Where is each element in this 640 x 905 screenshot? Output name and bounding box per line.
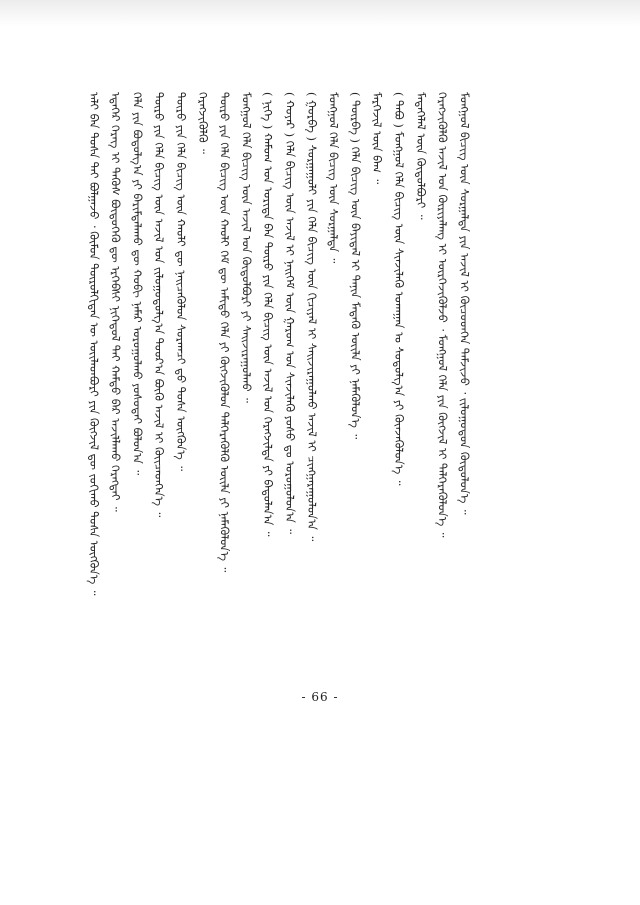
text-line: ᠮᠡᠷᠭᠡᠵᠢᠯ ᠦᠨ ᠪᠠᠭ ᠃ [370, 92, 385, 185]
page-number: - 66 - [301, 690, 339, 704]
text-line: ᠬᠡᠷᠡᠭᠵᠢᠭᠦᠯᠬᠦ ᠠᠵᠢᠯ ᠤᠨ ᠬᠦᠷᠢᠶᠡᠯᠡᠩ ᠢ ᠥᠷᠭᠡᠵᠢᠭᠦᠯᠵᠦ ᠂ ᠮᠣᠩᠭᠣᠯ ᠬᠡᠯᠡ ᠶᠢᠨ ᠬᠥᠭᠵᠢᠯ ᠢ ᠲᠡᠯᠭᠡᠷᠡᠭᠦᠯᠦᠨ᠎ᠡ ᠃ [435, 92, 450, 538]
text-line: ( ᠳᠥᠷᠪᠡ ) ᠬᠡᠯᠡ ᠪᠢᠴᠢᠭ ᠦᠨ ᠪᠠᠶᠢᠳᠠᠯ ᠢ ᠲᠠᠨᠢᠨ ᠮᠡᠳᠡᠬᠦ ᠦᠢᠯᠡ ᠶᠢ ᠨᠡᠮᠡᠭᠦᠯᠦᠨ᠎ᠡ ᠃ [348, 92, 363, 440]
text-line: ( ᠲᠠᠪᠤ ) ᠮᠣᠩᠭᠣᠯ ᠬᠡᠯᠡ ᠪᠢᠴᠢᠭ ᠦᠨ ᠰᠢᠨᠵᠢᠯᠡᠬᠦ ᠤᠬᠠᠭᠠᠨ ᠤ ᠰᠤᠳᠤᠯᠭ᠎ᠠ ᠶᠢ ᠭᠦᠨᠵᠡᠭᠦᠯᠦᠨ᠎ᠡ ᠃ [391, 92, 406, 486]
text-line: ᠮᠣᠩᠭᠣᠯ ᠬᠡᠯᠡ ᠪᠢᠴᠢᠭ ᠦᠨ ᠠᠵᠢᠯ ᠤᠨ ᠬᠥᠲᠥᠯᠪᠦᠷᠢ ᠶᠢ ᠰᠠᠢᠵᠢᠷᠠᠭᠤᠯᠬᠤ ᠃ [239, 92, 254, 403]
text-line: ᠡᠳᠡᠭᠡᠷ ᠬᠡᠷᠡᠭ ᠢ ᠲᠡᠭᠦᠰ ᠪᠦᠲᠦᠭᠡᠬᠦ ᠳᠦ ᠡᠷᠬᠡᠪᠰᠢ ᠨᠢᠭᠡᠳᠦᠯ ᠲᠡᠢ ᠬᠠᠮᠲᠤ ᠪᠠᠷ ᠠᠵᠢᠯᠯᠠᠬᠤ ᠬᠡᠷᠡᠭᠲᠡᠢ ᠃ [108, 92, 123, 512]
text-line: ( ᠭᠤᠷᠪᠠ ) ᠰᠤᠷᠭᠠᠭᠤᠯᠢ ᠶᠢᠨ ᠬᠡᠯᠡ ᠪᠢᠴᠢᠭ ᠦᠨ ᠬᠢᠴᠢᠶᠡᠯ ᠢ ᠰᠠᠢᠵᠢᠷᠠᠭᠤᠯᠬᠤ ᠠᠵᠢᠯ ᠢ ᠴᠢᠩᠭᠠᠷᠠᠭᠤᠯᠤᠨ᠎ᠠ ᠃ [304, 92, 319, 542]
text-line: ᠲᠥᠷᠥ ᠶᠢᠨ ᠬᠡᠯᠡ ᠪᠢᠴᠢᠭ ᠦᠨ ᠬᠠᠤᠯᠢ ᠳᠦ ᠨᠡᠢᠴᠡᠭᠦᠯᠦᠨ ᠰᠤᠷᠠᠭᠴᠢ ᠳ᠋ᠤ ᠲᠣᠰᠠ ᠥᠭᠭᠦᠨ᠎ᠡ ᠃ [173, 92, 188, 471]
mongolian-text-body [82, 92, 562, 660]
text-line: ᠠᠯᠢ ᠪᠠᠨ ᠲᠤᠰᠠ ᠲᠠᠢ ᠪᠣᠯᠭᠠᠵᠤ ᠂ ᠬᠦᠮᠦᠨ ᠲᠥᠷᠥᠯᠬᠢᠲᠡᠨ ᠦ ᠦᠢᠯᠡᠳᠪᠦᠷᠢ ᠶᠢᠨ ᠬᠥᠭᠵᠢᠯ ᠳᠦ ᠵᠣᠬᠢᠬᠤ ᠲᠣᠰᠠ ᠥᠭᠭᠦᠨ᠎ᠡ ᠃ [86, 92, 101, 596]
text-line: ᠬᠡᠯᠡ ᠶᠢᠨ ᠪᠣᠳᠣᠯᠭ᠎ᠠ ᠶᠢ ᠪᠠᠷᠢᠮᠲᠠᠯᠠᠬᠤ ᠳᠦ ᠬᠤᠪᠢ ᠨᠡᠮᠡᠷ ᠣᠷᠣᠭᠤᠯᠬᠤ ᠶᠤᠰᠤᠲᠠᠢ ᠪᠣᠯᠤᠨ᠎ᠠ ᠃ [130, 92, 145, 476]
text-line: ᠮᠣᠩᠭᠣᠯ ᠬᠡᠯᠡ ᠪᠢᠴᠢᠭ ᠦᠨ ᠰᠤᠷᠭᠠᠯᠲᠠ ᠃ [326, 92, 341, 264]
text-line: ᠬᠡᠷᠡᠭᠵᠢᠭᠦᠯᠬᠦ ᠃ [195, 92, 210, 154]
text-line: ᠲᠦᠷᠦ ᠶᠢᠨ ᠬᠡᠯᠡ ᠪᠢᠴᠢᠭ ᠦᠨ ᠠᠵᠢᠯ ᠤᠨ ᠵᠢᠯᠤᠭᠤᠳᠤᠯᠭ᠎ᠠ ᠳᠣᠣᠷ᠎ᠠ ᠪᠦᠬᠦ ᠠᠵᠢᠯ ᠢ ᠭᠦᠢᠴᠡᠳᠭᠡᠨ᠎ᠡ ᠃ [152, 92, 167, 518]
text-line: ( ᠨᠢᠭᠡ ) ᠬᠠᠮᠤᠭ ᠤᠨ ᠤᠷᠢᠳᠠ ᠪᠠᠨ ᠲᠥᠷᠥ ᠶᠢᠨ ᠬᠡᠯᠡ ᠪᠢᠴᠢᠭ ᠦᠨ ᠠᠵᠢᠯ ᠤᠨ ᠬᠡᠷᠡᠭᠵᠢᠯᠲᠡ ᠶᠢ ᠪᠠᠲᠤᠯᠠᠨ᠎ᠠ ᠃ [261, 92, 276, 537]
text-line: ( ᠬᠣᠶᠠᠷ ) ᠬᠡᠯᠡ ᠪᠢᠴᠢᠭ ᠦᠨ ᠠᠵᠢᠯ ᠢ ᠨᠡᠢᠭᠡᠮ ᠦᠨ ᠭᠠᠷᠤᠭ ᠤᠨ ᠰᠢᠨᠵᠢᠯᠡᠬᠦ ᠶᠤᠰᠤ ᠳᠤ ᠣᠷᠣᠭᠤᠯᠤᠨ᠎ᠠ ᠃ [282, 92, 297, 534]
text-line: ᠮᠡᠳᠡᠭᠡᠯᠡᠯ ᠦᠨ ᠬᠥᠲᠥᠯᠪᠦᠷᠢ ᠃ [413, 92, 428, 220]
text-line: ᠲᠥᠷᠥ ᠶᠢᠨ ᠬᠡᠯᠡ ᠪᠢᠴᠢᠭ ᠦᠨ ᠬᠠᠤᠯᠢ ᠬᠡᠮ ᠳᠦ ᠠᠮᠢᠳᠤ ᠬᠡᠯᠡ ᠶᠢ ᠬᠥᠭᠵᠢᠭᠦᠯᠦᠨ ᠲᠡᠯᠭᠡᠷᠡᠭᠦᠯᠬᠦ ᠦᠢᠯᠡ ᠶᠢ ᠨᠡᠮᠡᠭᠦᠯᠦᠨ᠎ᠡ ᠃ [217, 92, 232, 573]
text-line: ᠮᠣᠩᠭᠣᠯ ᠪᠢᠴᠢᠭ ᠦᠨ ᠰᠤᠷᠭᠠᠯᠲᠠ ᠶᠢᠨ ᠠᠵᠢᠯ ᠢ ᠬᠦᠴᠦᠳᠬᠡᠨ ᠳᠡᠮᠵᠢᠵᠦ ᠂ ᠵᠢᠯᠤᠭᠤᠳᠤᠨ ᠬᠥᠲᠥᠯᠦᠨ᠎ᠡ ᠃ [457, 92, 472, 515]
scan-shadow [0, 0, 640, 26]
